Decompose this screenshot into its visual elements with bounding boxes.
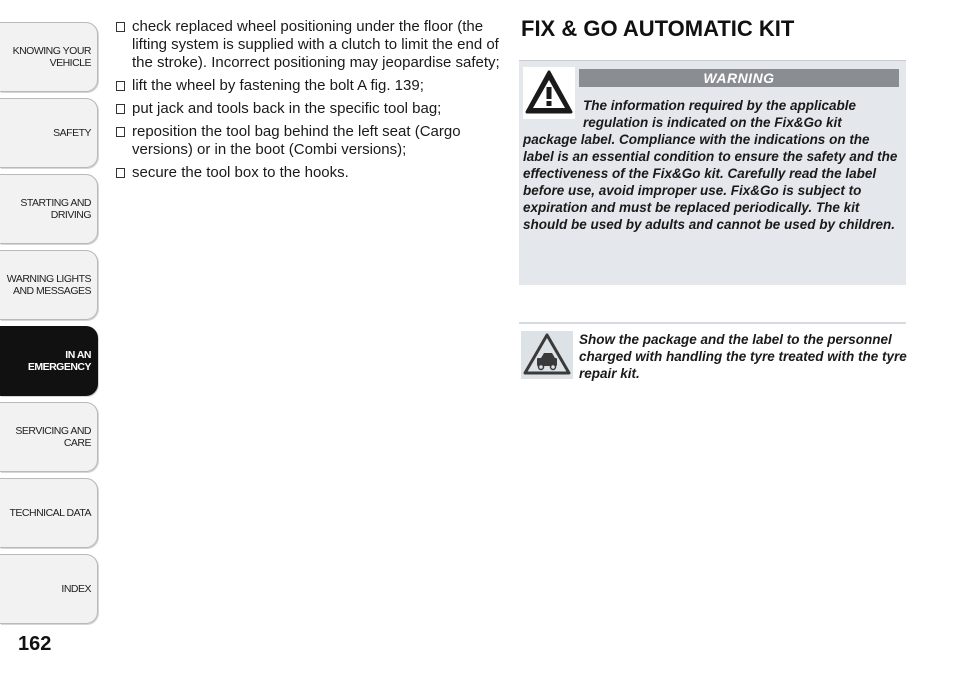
list-item-text: put jack and tools back in the specific tool bag; <box>132 100 442 117</box>
warning-text: The information required by the applicable regulation is indicated on the Fix&Go kit package label. Compliance with the indications on the label is an essential condition to ensure the safety and the effectiveness of the Fix&Go kit. Carefully read the label before use, avoid improper use. Fix&Go is subject to expiration and must be replaced periodically. The kit should be used by adults and cannot be used by children. <box>523 98 898 232</box>
page-number: 162 <box>18 633 52 655</box>
vehicle-caution-icon <box>521 331 573 379</box>
tab-warning-lights[interactable] <box>0 250 98 320</box>
tab-label: SERVICING AND CARE <box>15 425 91 449</box>
tab-knowing-your-vehicle[interactable] <box>0 22 98 92</box>
list-item <box>116 123 502 159</box>
list-item-text: lift the wheel by fastening the bolt A fig. 139; <box>132 77 424 94</box>
list-item <box>116 100 502 118</box>
list-item-text: check replaced wheel positioning under the floor (the lifting system is supplied with a clutch to limit the end of the stroke). Incorrect positioning may jeopardise safety; <box>132 18 500 71</box>
tab-label: KNOWING YOUR VEHICLE <box>12 45 91 69</box>
list-item-text: reposition the tool bag behind the left seat (Cargo versions) or in the boot (Combi versions); <box>132 123 461 158</box>
tab-label: TECHNICAL DATA <box>9 507 91 519</box>
list-item-text: secure the tool box to the hooks. <box>132 164 349 181</box>
list-item <box>116 77 502 95</box>
tab-label: SAFETY <box>53 127 91 139</box>
checkbox-bullet-icon <box>116 104 125 114</box>
checkbox-bullet-icon <box>116 127 125 137</box>
tab-safety[interactable] <box>0 98 98 168</box>
section-title: FIX & GO AUTOMATIC KIT <box>521 16 795 41</box>
checkbox-bullet-icon <box>116 168 125 178</box>
checkbox-bullet-icon <box>116 81 125 91</box>
note-text: Show the package and the label to the personnel charged with handling the tyre treated with the tyre repair kit. <box>579 332 907 381</box>
divider <box>519 322 906 324</box>
chapter-tabs <box>0 22 100 630</box>
warning-box <box>519 60 906 285</box>
tab-label: WARNING LIGHTS AND MESSAGES <box>6 273 91 297</box>
tab-servicing-and-care[interactable] <box>0 402 98 472</box>
list-item <box>116 164 502 182</box>
warning-text-block <box>523 97 899 233</box>
tab-index[interactable] <box>0 554 98 624</box>
checkbox-bullet-icon <box>116 22 125 32</box>
tab-label: INDEX <box>61 583 91 595</box>
list-item <box>116 18 502 72</box>
tab-in-an-emergency[interactable] <box>0 326 98 396</box>
tab-technical-data[interactable] <box>0 478 98 548</box>
tab-label: STARTING AND DRIVING <box>20 197 91 221</box>
tab-label: IN AN EMERGENCY <box>27 349 91 373</box>
procedure-list <box>116 18 502 187</box>
tab-starting-and-driving[interactable] <box>0 174 98 244</box>
warning-heading: WARNING <box>579 69 899 87</box>
